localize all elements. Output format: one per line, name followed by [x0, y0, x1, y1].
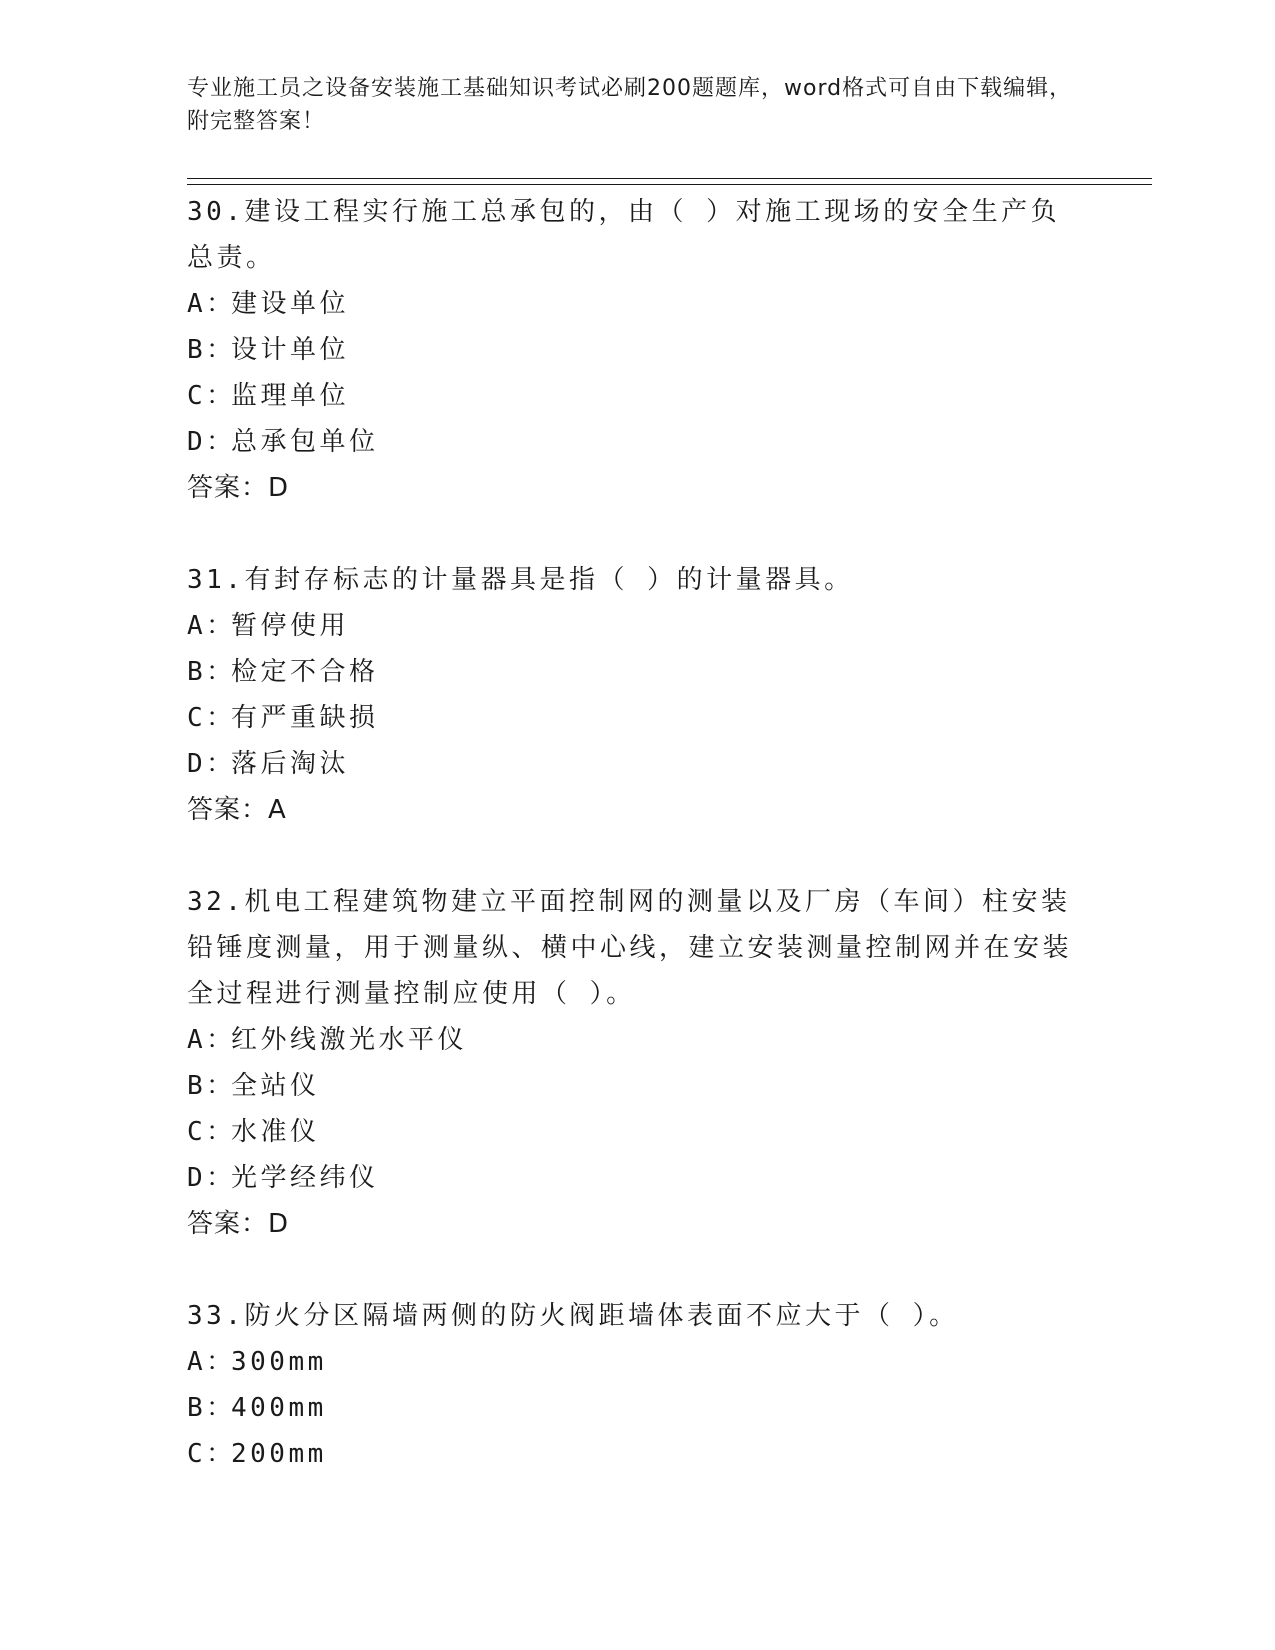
header-divider-top	[187, 178, 1152, 179]
option-text: 400mm	[231, 1393, 327, 1423]
document-title: 专业施工员之设备安装施工基础知识考试必刷200题题库，word格式可自由下载编辑，附完整答案！	[187, 76, 1073, 134]
option-b	[187, 1063, 1087, 1109]
option-text: 全站仪	[231, 1071, 320, 1101]
option-label: A：	[187, 289, 236, 319]
option-b	[187, 649, 1087, 695]
option-text: 有严重缺损	[231, 703, 379, 733]
option-label: A：	[187, 1025, 236, 1055]
option-label: D：	[187, 427, 236, 457]
option-label: B：	[187, 1071, 236, 1101]
option-label: A：	[187, 611, 236, 641]
question-32	[187, 879, 1087, 1247]
question-list	[187, 189, 1087, 1523]
question-31	[187, 557, 1087, 833]
option-text: 光学经纬仪	[231, 1163, 379, 1193]
option-label: C：	[187, 703, 236, 733]
answer: 答案：D	[187, 473, 290, 503]
question-33	[187, 1293, 1087, 1477]
answer: 答案：D	[187, 1209, 290, 1239]
option-label: D：	[187, 1163, 236, 1193]
option-text: 监理单位	[231, 381, 350, 411]
option-d	[187, 741, 1087, 787]
option-text: 设计单位	[231, 335, 350, 365]
option-text: 暂停使用	[231, 611, 350, 641]
option-text: 300mm	[231, 1347, 327, 1377]
question-30	[187, 189, 1087, 511]
question-stem: 32.机电工程建筑物建立平面控制网的测量以及厂房（车间）柱安装铅锤度测量，用于测量纵、横中心线，建立安装测量控制网并在安装全过程进行测量控制应使用（ ）。	[187, 887, 1073, 1009]
header-divider-bottom	[187, 184, 1152, 185]
option-b	[187, 327, 1087, 373]
option-text: 落后淘汰	[231, 749, 350, 779]
option-d	[187, 1155, 1087, 1201]
option-c	[187, 695, 1087, 741]
option-label: C：	[187, 1439, 236, 1469]
document-header	[187, 72, 1087, 138]
option-label: B：	[187, 657, 236, 687]
option-label: A：	[187, 1347, 236, 1377]
question-stem: 30.建设工程实行施工总承包的，由（ ）对施工现场的安全生产负总责。	[187, 197, 1061, 273]
option-a	[187, 281, 1087, 327]
option-text: 水准仪	[231, 1117, 320, 1147]
option-text: 200mm	[231, 1439, 327, 1469]
option-b	[187, 1385, 1087, 1431]
option-text: 红外线激光水平仪	[231, 1025, 468, 1055]
option-c	[187, 1431, 1087, 1477]
option-label: B：	[187, 335, 236, 365]
option-d	[187, 419, 1087, 465]
answer: 答案：A	[187, 795, 287, 825]
question-stem: 31.有封存标志的计量器具是指（ ）的计量器具。	[187, 565, 854, 595]
option-a	[187, 603, 1087, 649]
option-a	[187, 1339, 1087, 1385]
option-label: C：	[187, 1117, 236, 1147]
question-stem: 33.防火分区隔墙两侧的防火阀距墙体表面不应大于（ ）。	[187, 1301, 959, 1331]
option-a	[187, 1017, 1087, 1063]
option-label: D：	[187, 749, 236, 779]
option-c	[187, 1109, 1087, 1155]
option-text: 建设单位	[231, 289, 350, 319]
option-text: 总承包单位	[231, 427, 379, 457]
option-label: B：	[187, 1393, 236, 1423]
option-label: C：	[187, 381, 236, 411]
option-text: 检定不合格	[231, 657, 379, 687]
option-c	[187, 373, 1087, 419]
